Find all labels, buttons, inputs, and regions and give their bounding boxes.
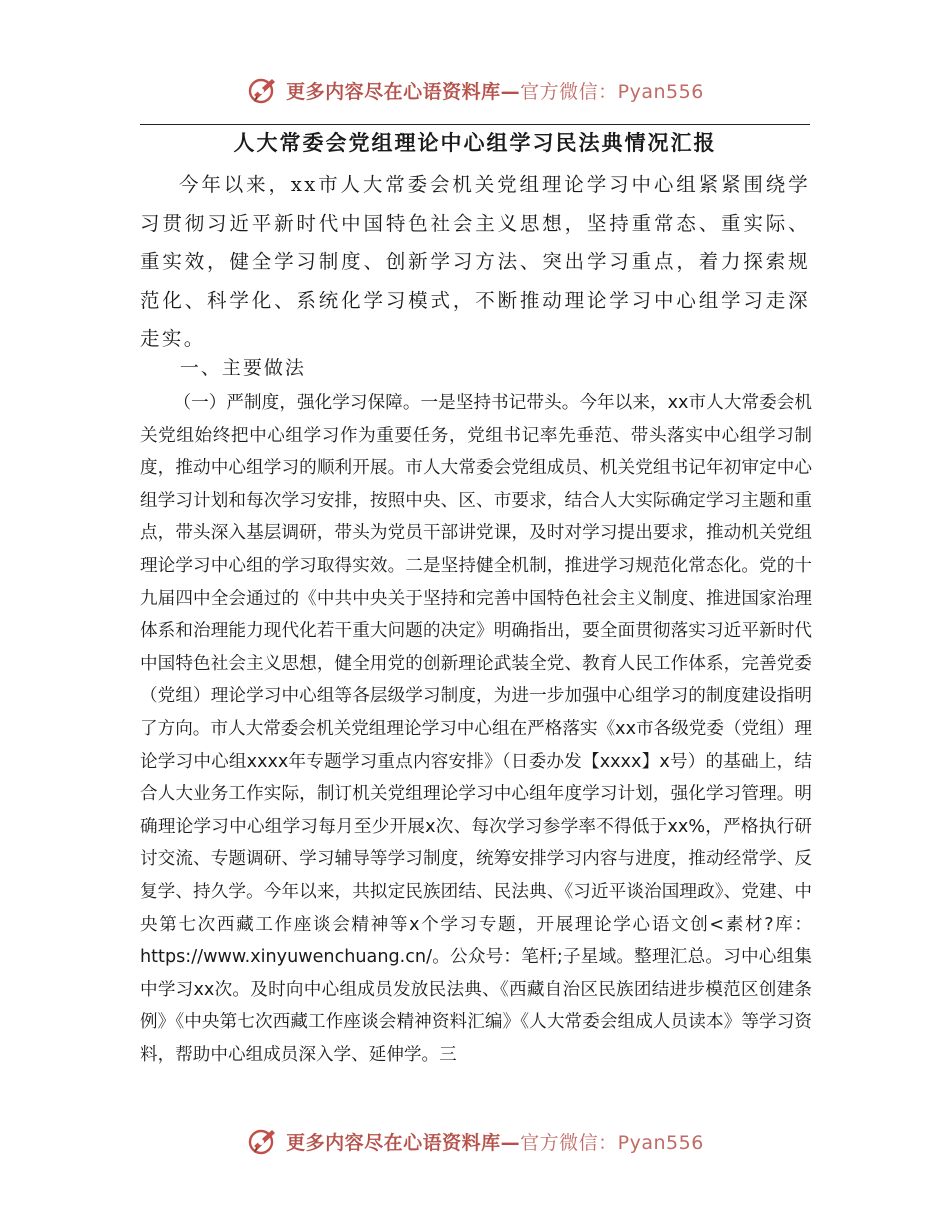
- header-banner: [0, 70, 950, 110]
- body-paragraph: （一）严制度，强化学习保障。一是坚持书记带头。今年以来，xx市人大常委会机关党组始终把中心组学习作为重要任务，党组书记率先垂范、带头落实中心组学习制度，推动中心组学习的顺利开展。市人大常委会党组成员、机关党组书记年初审定中心组学习计划和每次学习安排，按照中央、区、市要求，结合人大实际确定学习主题和重点，带头深入基层调研，带头为党员干部讲党课，及时对学习提出要求，推动机关党组理论学习中心组的学习取得实效。二是坚持健全机制，推进学习规范化常态化。党的十九届四中全会通过的《中共中央关于坚持和完善中国特色社会主义制度、推进国家治理体系和治理能力现代化若干重大问题的决定》明确指出，要全面贯彻落实习近平新时代中国特色社会主义思想，健全用党的创新理论武装全党、教育人民工作体系，完善党委（党组）理论学习中心组等各层级学习制度，为进一步加强中心组学习的制度建设指明了方向。市人大常委会机关党组理论学习中心组在严格落实《xx市各级党委（党组）理论学习中心组xxxx年专题学习重点内容安排》（日委办发【xxxx】x号）的基础上，结合人大业务工作实际，制订机关党组理论学习中心组年度学习计划，强化学习管理。明确理论学习中心组学习每月至少开展x次、每次学习参学率不得低于xx%，严格执行研讨交流、专题调研、学习辅导等学习制度，统筹安排学习内容与进度，推动经常学、反复学、持久学。今年以来，共拟定民族团结、民法典、《习近平谈治国理政》、党建、中央第七次西藏工作座谈会精神等x个学习专题，开展理论学心语文创<素材?库：https://www.xinyuwenchuang.cn/。公众号：笔杆;子星域。整理汇总。习中心组集中学习xx次。及时向中心组成员发放民法典、《西藏自治区民族团结进步模范区创建条例》《中央第七次西藏工作座谈会精神资料汇编》《人大常委会组成人员读本》等学习资料，帮助中心组成员深入学、延伸学。三: [140, 393, 812, 1065]
- document-title: 人大常委会党组理论中心组学习民法典情况汇报: [233, 130, 717, 155]
- section-heading: 一、主要做法: [179, 357, 306, 379]
- footer-banner: [0, 1121, 950, 1161]
- wechat-id: 官方微信：Pyan556: [520, 1131, 704, 1154]
- banner-text: 更多内容尽在心语资料库—官方微信：Pyan556: [286, 1131, 704, 1154]
- quill-pen-logo-icon: [246, 73, 280, 107]
- intro-paragraph: 今年以来，xx市人大常委会机关党组理论学习中心组紧紧围绕学习贯彻习近平新时代中国特色社会主义思想，坚持重常态、重实际、重实效，健全学习制度、创新学习方法、突出学习重点，着力探索规范化、科学化、系统化学习模式，不断推动理论学习中心组学习走深走实。: [140, 173, 810, 350]
- title-divider: [140, 124, 810, 125]
- wechat-id: 官方微信：Pyan556: [520, 80, 704, 103]
- banner-text: 更多内容尽在心语资料库—官方微信：Pyan556: [286, 80, 704, 103]
- quill-pen-logo-icon: [246, 1124, 280, 1158]
